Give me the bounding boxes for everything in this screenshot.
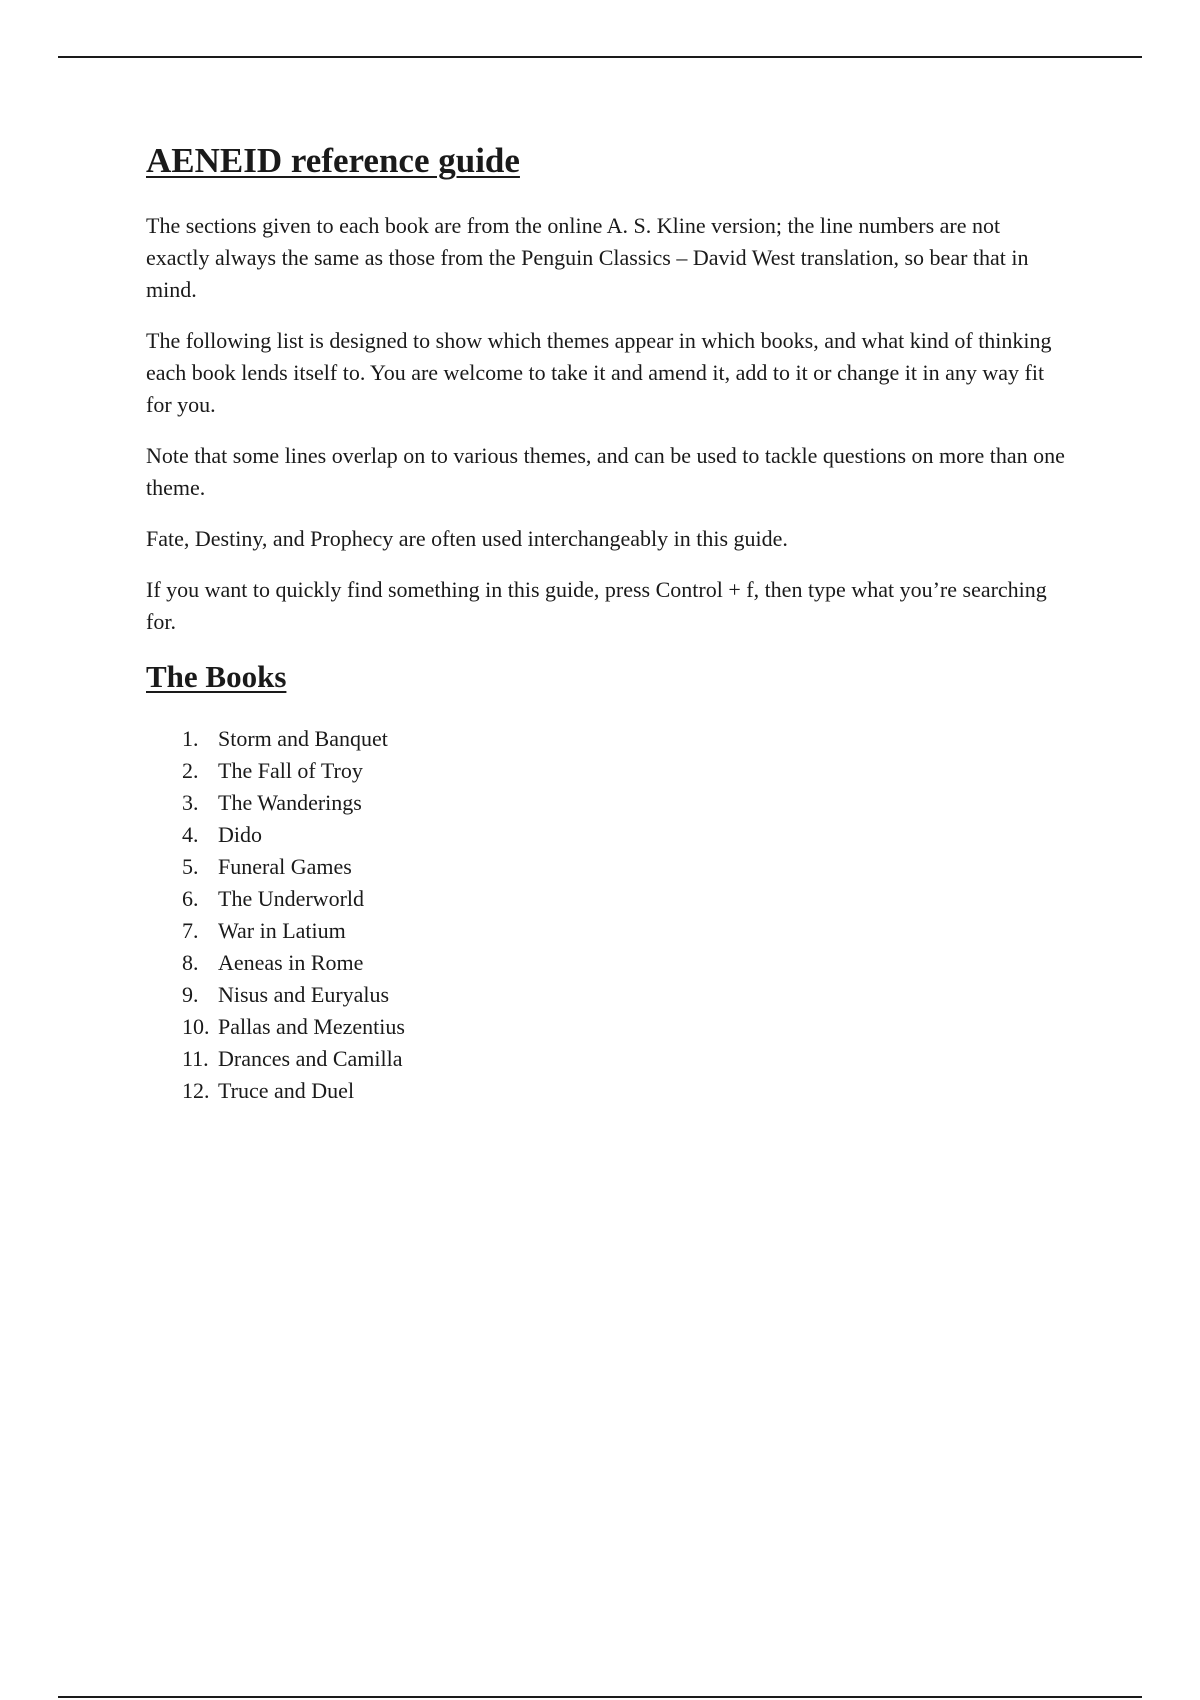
list-item — [146, 755, 1066, 787]
list-item-title: The Fall of Troy — [218, 758, 363, 784]
footer-rule — [58, 1696, 1142, 1698]
list-item — [146, 915, 1066, 947]
list-item — [146, 787, 1066, 819]
list-item — [146, 1011, 1066, 1043]
intro-paragraph-overlap: Note that some lines overlap on to various themes, and can be used to tackle questions on more than one theme. — [146, 443, 1065, 500]
list-item-title: War in Latium — [218, 918, 346, 944]
header-rule — [58, 56, 1142, 58]
list-item-number: 12. — [182, 1078, 210, 1104]
list-item-number: 9. — [182, 982, 199, 1008]
list-item-title: Pallas and Mezentius — [218, 1014, 405, 1040]
list-item — [146, 947, 1066, 979]
list-item-number: 6. — [182, 886, 199, 912]
list-item-number: 2. — [182, 758, 199, 784]
list-item-number: 1. — [182, 726, 199, 752]
list-item-title: Nisus and Euryalus — [218, 982, 390, 1008]
list-item-title: The Wanderings — [218, 790, 362, 816]
page-title: AENEID reference guide — [146, 141, 520, 180]
list-item — [146, 1043, 1066, 1075]
list-item-number: 8. — [182, 950, 199, 976]
list-item — [146, 723, 1066, 755]
intro-paragraph-search-tip: If you want to quickly find something in this guide, press Control + f, then type what you’re searching for. — [146, 577, 1047, 634]
list-item — [146, 883, 1066, 915]
intro-paragraph-sources: The sections given to each book are from the online A. S. Kline version; the line numbers are not exactly always the same as those from the Penguin Classics – David West translation, so bear that in mind. — [146, 213, 1029, 302]
document-body — [146, 140, 1066, 1107]
list-item-number: 11. — [182, 1046, 209, 1072]
list-item-number: 3. — [182, 790, 199, 816]
books-heading: The Books — [146, 659, 287, 694]
intro-paragraph-purpose: The following list is designed to show which themes appear in which books, and what kind of thinking each book lends itself to. You are welcome to take it and amend it, add to it or change it in any way fit for you. — [146, 328, 1052, 417]
list-item-title: Funeral Games — [218, 854, 352, 880]
list-item-number: 7. — [182, 918, 199, 944]
list-item — [146, 851, 1066, 883]
list-item-title: The Underworld — [218, 886, 365, 912]
books-list — [146, 723, 1066, 1107]
list-item-title: Drances and Camilla — [218, 1046, 403, 1072]
list-item — [146, 1075, 1066, 1107]
list-item-number: 4. — [182, 822, 199, 848]
list-item-title: Storm and Banquet — [218, 726, 388, 752]
list-item — [146, 819, 1066, 851]
intro-paragraph-terms: Fate, Destiny, and Prophecy are often used interchangeably in this guide. — [146, 526, 788, 551]
list-item-number: 5. — [182, 854, 199, 880]
list-item — [146, 979, 1066, 1011]
list-item-number: 10. — [182, 1014, 210, 1040]
list-item-title: Truce and Duel — [218, 1078, 355, 1104]
list-item-title: Aeneas in Rome — [218, 950, 364, 976]
list-item-title: Dido — [218, 822, 262, 848]
